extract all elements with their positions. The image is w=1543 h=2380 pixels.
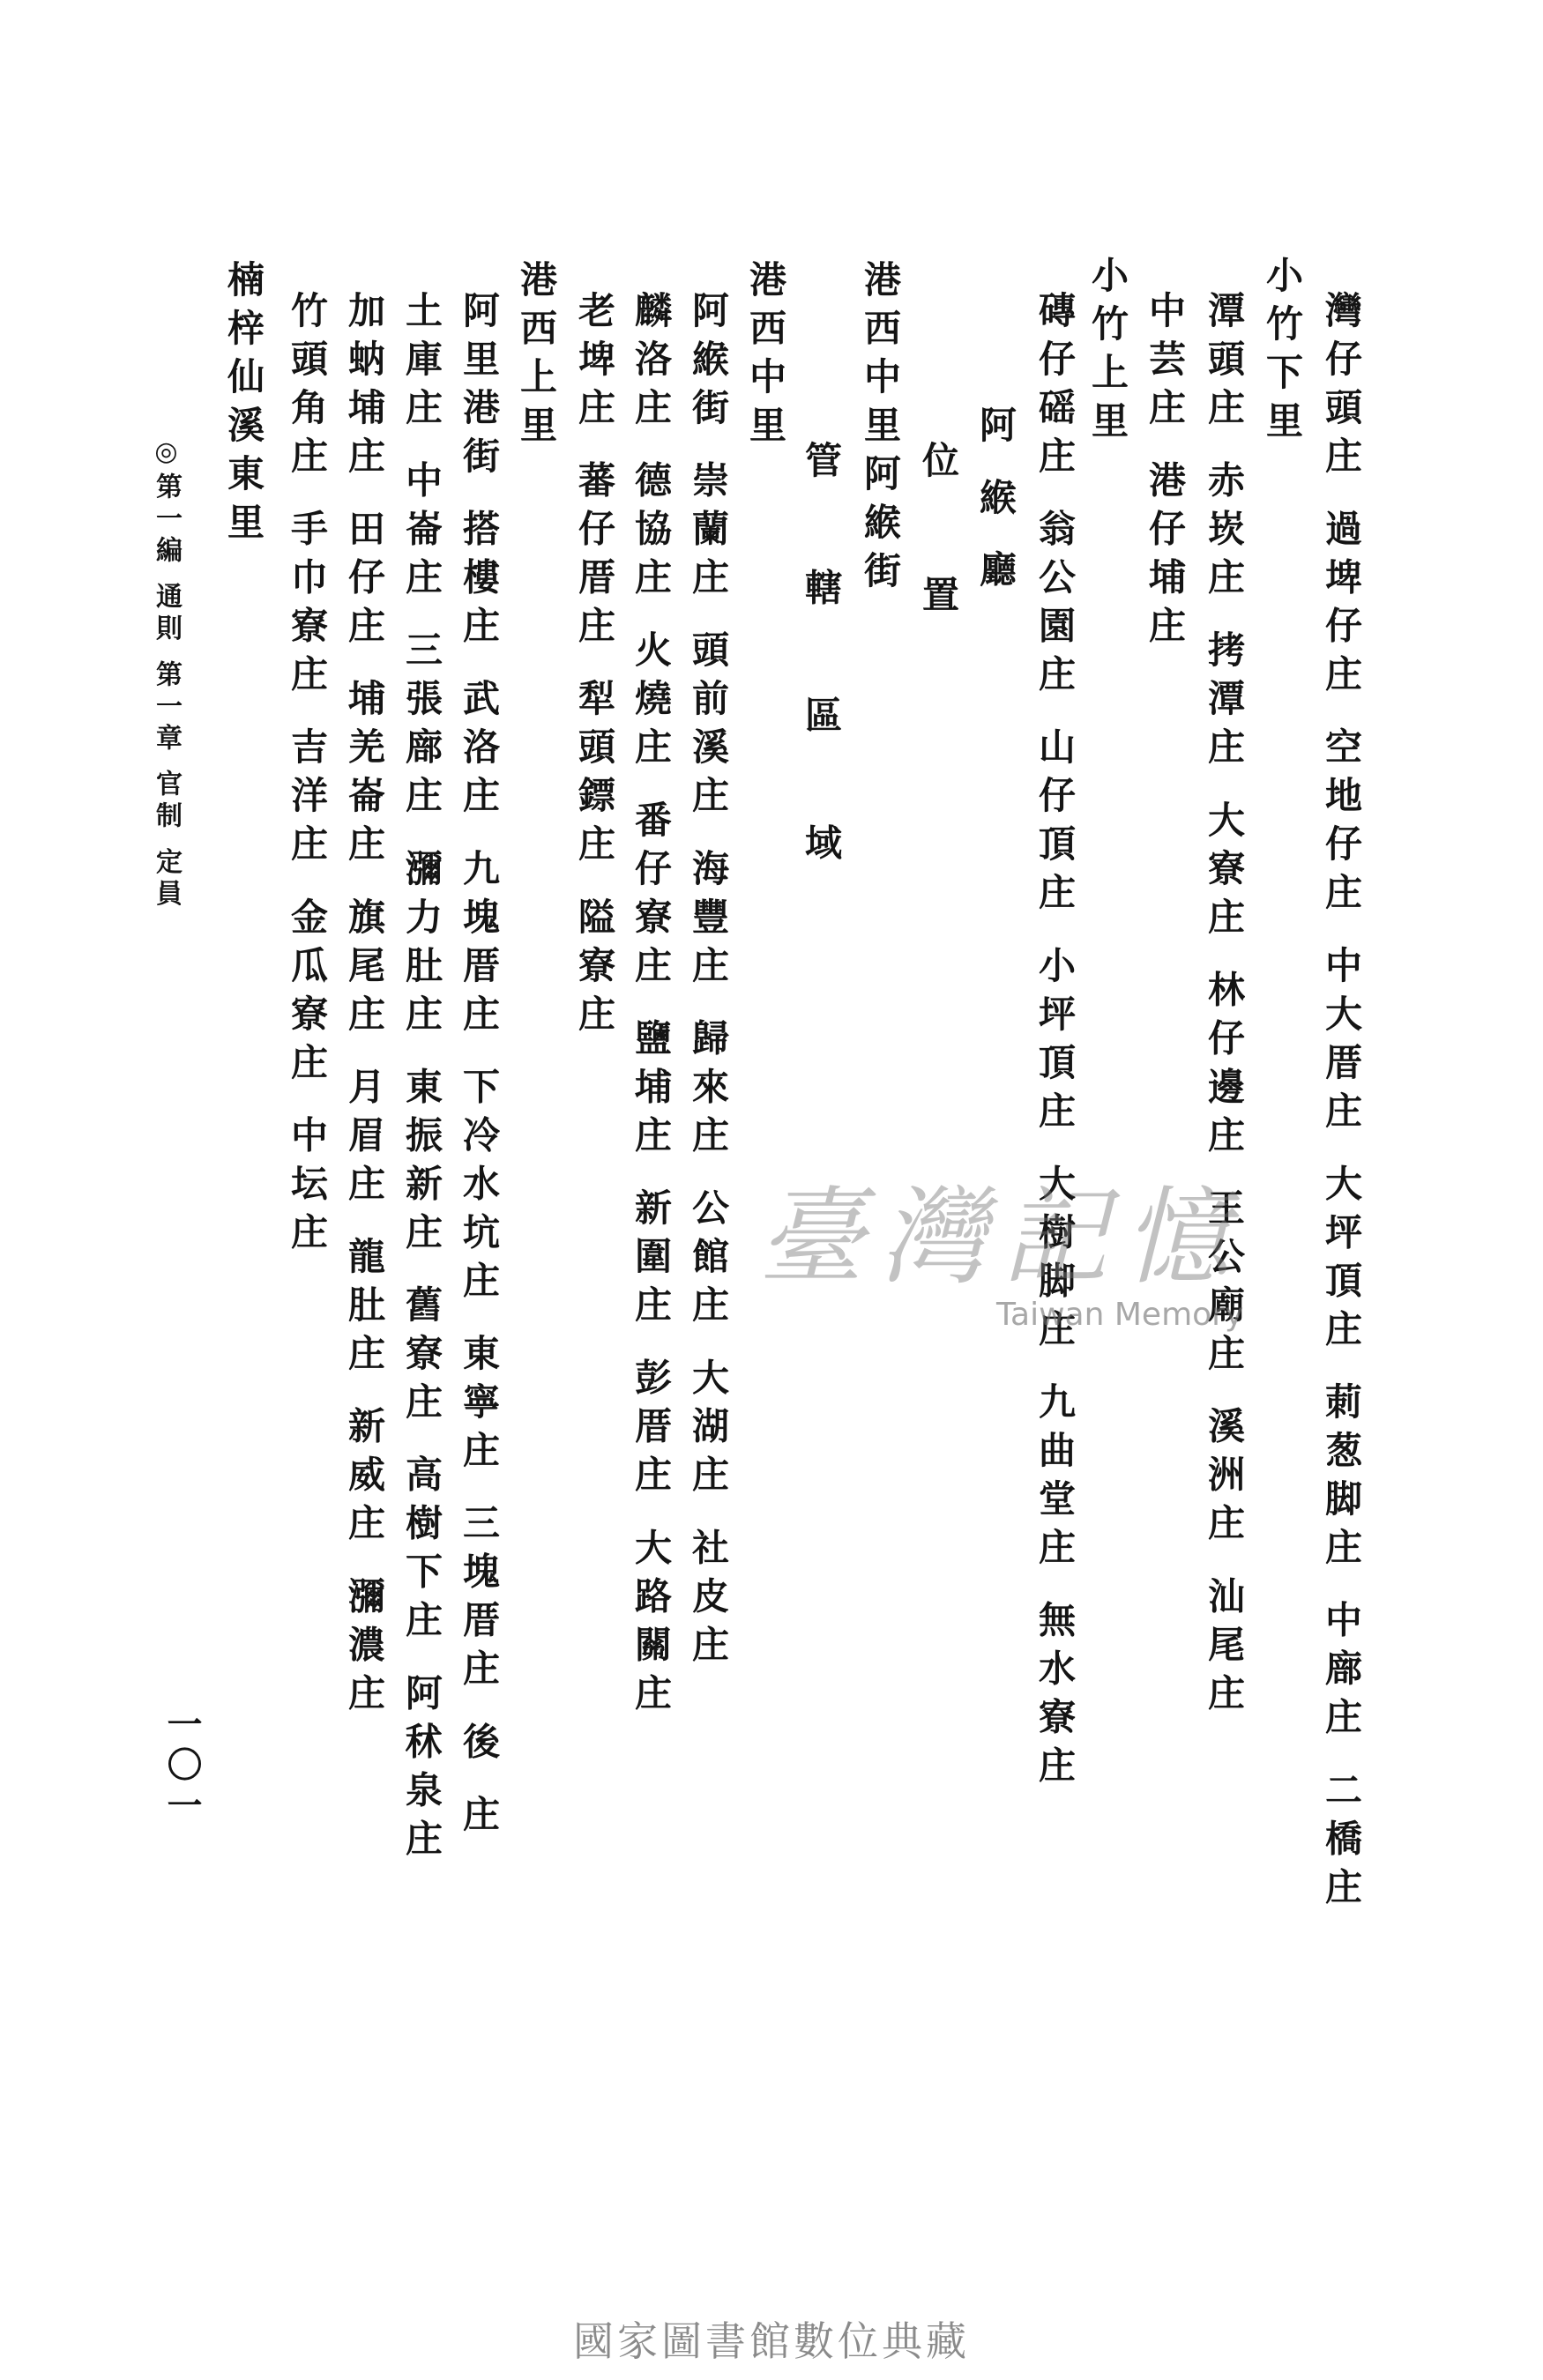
running-footer: ◎第一編 通則 第一章 官制 定員 [151, 436, 182, 911]
heading-location: 位 置 [917, 441, 960, 655]
page-number: 一〇一 [161, 1706, 203, 1827]
heading-gangxi-shangli: 港西上里 [515, 260, 558, 454]
heading-jurisdiction: 管 轄 區 域 [800, 441, 843, 899]
watermark-chinese: 臺灣記憶 [758, 1177, 1245, 1299]
text-column-5: 阿緱街 崇蘭庄 頭前溪庄 海豐庄 歸來庄 公館庄 大湖庄 社皮庄 [687, 291, 730, 1674]
text-column-6: 麟洛庄 德協庄 火燒庄 番仔寮庄 鹽埔庄 新圍庄 彭厝庄 大路關庄 [630, 291, 673, 1722]
text-column-9: 土庫庄 中崙庄 三張廍庄 瀰力肚庄 東振新庄 舊寮庄 高樹下庄 阿秫泉庄 [400, 291, 444, 1868]
heading-xiaozhu-xiali: 小竹下里 [1261, 256, 1304, 450]
heading-agou-office: 阿緱廳 [974, 405, 1017, 622]
text-column-1: 灣仔頭庄 過埤仔庄 空地仔庄 中大厝庄 大坪頂庄 莿葱脚庄 中廍庄 二橋庄 [1320, 291, 1363, 1916]
watermark-logo [758, 1177, 1323, 1362]
text-column-11: 竹頭角庄 手巾寮庄 吉洋庄 金瓜寮庄 中坛庄 [286, 291, 329, 1261]
text-column-10: 加蚋埔庄 田仔庄 埔羌崙庄 旗尾庄 月眉庄 龍肚庄 新威庄 瀰濃庄 [343, 291, 386, 1722]
watermark-english: Taiwan Memory [996, 1297, 1244, 1333]
text-column-4: 磚仔磘庄 翁公園庄 山仔頂庄 小坪頂庄 大樹脚庄 九曲堂庄 無水寮庄 [1033, 291, 1077, 1795]
heading-gangxi-zhongli: 港西中里 [744, 260, 787, 454]
heading-xiaozhu-shangli: 小竹上里 [1086, 256, 1129, 450]
text-column-7: 老埤庄 蕃仔厝庄 犁頭鏢庄 隘寮庄 [573, 291, 616, 1043]
text-column-2: 潭頭庄 赤崁庄 拷潭庄 大寮庄 林仔邊庄 王公廟庄 溪洲庄 汕尾庄 [1203, 291, 1246, 1722]
heading-nanzixianxi-dongli: 楠梓仙溪東里 [222, 260, 265, 551]
text-column-3: 中芸庄 港仔埔庄 [1144, 291, 1187, 655]
text-column-8: 阿里港街 搭樓庄 武洛庄 九塊厝庄 下冷水坑庄 東寧庄 三塊厝庄 後 庄 [458, 291, 501, 1843]
text-column-location: 港西中里阿緱街 [859, 260, 902, 599]
library-credit: 國家圖書館數位典藏 [573, 2317, 970, 2365]
